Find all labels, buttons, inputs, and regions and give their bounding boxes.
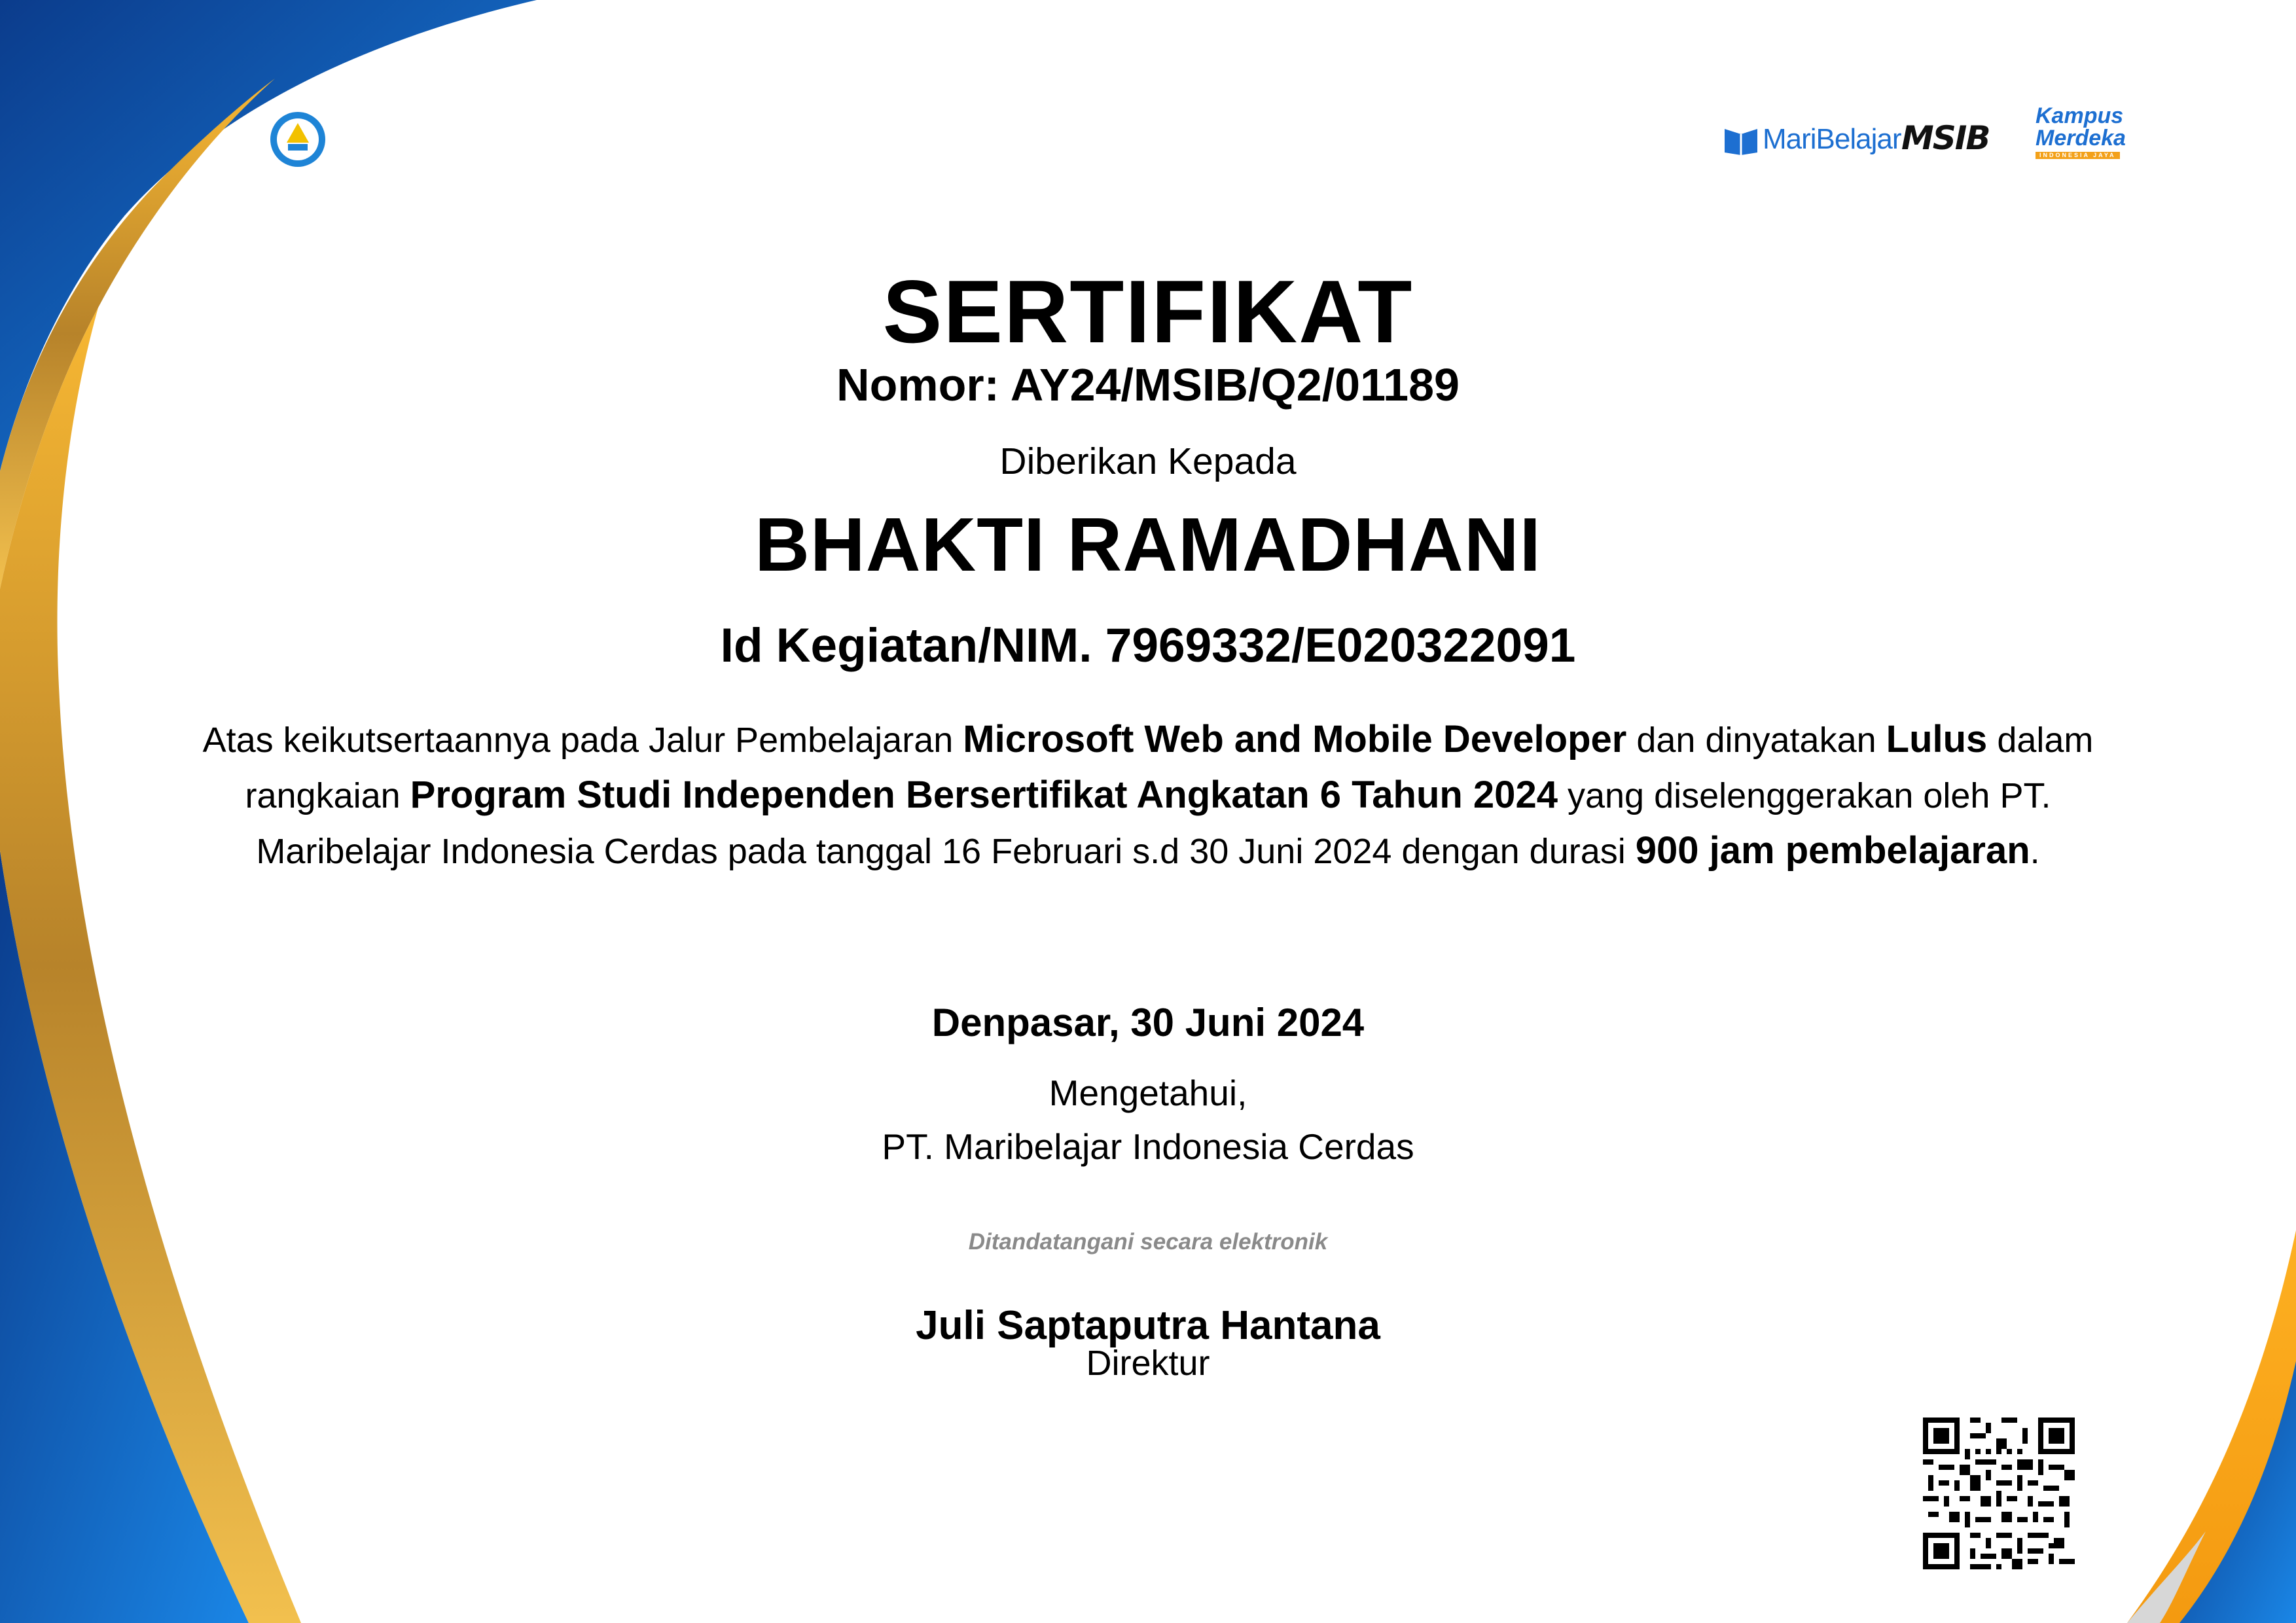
- place-date: Denpasar, 30 Juni 2024: [931, 1001, 1365, 1044]
- partner-logos: [1725, 105, 2137, 170]
- signer-role: Direktur: [1086, 1344, 1210, 1383]
- certificate-title: SERTIFIKAT: [882, 262, 1414, 361]
- certificate-number: Nomor: AY24/MSIB/Q2/01189: [836, 359, 1460, 410]
- status-lulus: Lulus: [1886, 718, 1988, 760]
- signer-name: Juli Saptaputra Hantana: [916, 1303, 1380, 1348]
- body-text-5: .: [2030, 832, 2040, 871]
- duration: 900 jam pembelajaran: [1635, 829, 2030, 872]
- esign-note: Ditandatangani secara elektronik: [968, 1229, 1328, 1255]
- maribelajar-logo: [1725, 123, 1901, 156]
- learning-path: Microsoft Web and Mobile Developer: [963, 718, 1627, 760]
- body-text-4: yang diselenggerakan oleh PT. Maribelajar Indonesia Cerdas pada tanggal 16 Februari s.d 30 Juni 2024 dengan durasi: [256, 776, 2051, 871]
- merdeka-text: Merdeka: [2036, 126, 2126, 151]
- body-text-1: Atas keikutsertaannya pada Jalur Pembelajaran: [202, 721, 963, 760]
- body-text-3: dalam rangkaian: [245, 721, 2094, 815]
- maribelajar-book-icon: [1725, 124, 1757, 155]
- maribelajar-text: MariBelajar: [1763, 123, 1901, 155]
- kampus-merdeka-logo: [2036, 105, 2140, 160]
- certificate-body: [170, 712, 2126, 879]
- indonesia-jaya-text: INDONESIA JAYA: [2036, 152, 2120, 159]
- program-name: Program Studi Independen Bersertifikat Angkatan 6 Tahun 2024: [410, 774, 1558, 816]
- qr-code-icon[interactable]: [1923, 1418, 2075, 1569]
- company-name: PT. Maribelajar Indonesia Cerdas: [882, 1126, 1414, 1167]
- acknowledged-label: Mengetahui,: [1049, 1073, 1247, 1113]
- msib-logo: [1901, 119, 1989, 157]
- recipient-name: BHAKTI RAMADHANI: [755, 502, 1541, 587]
- body-text-2: dan dinyatakan: [1626, 721, 1886, 760]
- activity-id: Id Kegiatan/NIM. 7969332/E020322091: [720, 619, 1576, 672]
- kampus-text: Kampus: [2036, 103, 2124, 128]
- given-to-label: Diberikan Kepada: [999, 440, 1297, 482]
- msib-text: MSIB: [1901, 119, 1990, 157]
- tut-wuri-handayani-logo-icon: [268, 110, 327, 169]
